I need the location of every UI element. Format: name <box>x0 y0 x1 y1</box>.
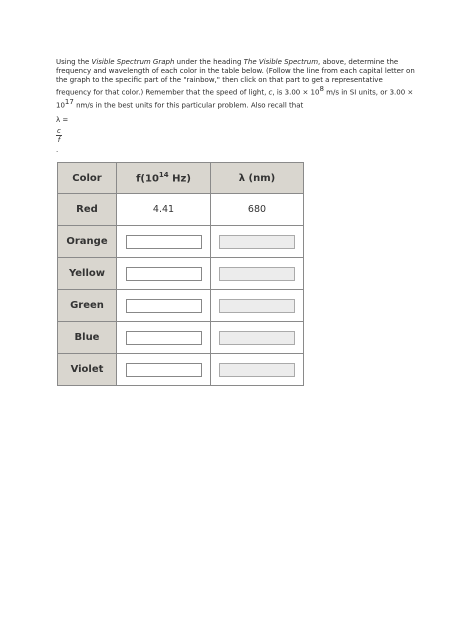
wavelength-cell-green <box>211 290 304 322</box>
wavelength-input-violet <box>219 363 295 377</box>
speed-of-light-symbol: c <box>268 88 273 97</box>
wavelength-input-yellow <box>219 267 295 281</box>
instructions-text: , above, determine the frequency and wavelength of each color in the table below. (Follow the line from each capital letter on the graph to the specific part of the "rainbow," then click on that part to get a representative frequency for that color.) Remember that the speed of light, <box>56 58 415 97</box>
graph-name-link: Visible Spectrum Graph <box>91 58 175 66</box>
frequency-input-blue[interactable] <box>126 331 202 345</box>
formula-period: . <box>56 146 59 154</box>
frequency-cell-yellow <box>117 258 211 290</box>
table-row <box>58 290 304 322</box>
formula-numerator: c <box>57 127 61 135</box>
frequency-cell-blue <box>117 322 211 354</box>
frequency-cell-green <box>117 290 211 322</box>
color-label-green: Green <box>58 290 117 322</box>
exponent: 17 <box>64 97 74 106</box>
color-label-yellow: Yellow <box>58 258 117 290</box>
header-frequency-exponent: 14 <box>158 171 169 180</box>
header-frequency-suffix: Hz) <box>168 173 191 185</box>
color-label-blue: Blue <box>58 322 117 354</box>
frequency-cell-violet <box>117 354 211 386</box>
wavelength-cell-blue <box>211 322 304 354</box>
color-label-orange: Orange <box>58 226 117 258</box>
wavelength-cell-violet <box>211 354 304 386</box>
heading-name: The Visible Spectrum <box>243 58 319 66</box>
wavelength-value-red: 680 <box>211 194 304 226</box>
spectrum-table <box>57 162 304 386</box>
table-row <box>58 226 304 258</box>
table-row <box>58 354 304 386</box>
frequency-value-red: 4.41 <box>117 194 211 226</box>
wavelength-input-blue <box>219 331 295 345</box>
wavelength-input-green <box>219 299 295 313</box>
frequency-input-violet[interactable] <box>126 363 202 377</box>
header-wavelength: λ (nm) <box>211 163 304 194</box>
color-label-violet: Violet <box>58 354 117 386</box>
frequency-input-yellow[interactable] <box>126 267 202 281</box>
formula-fraction <box>56 127 62 144</box>
instructions-paragraph <box>56 58 418 110</box>
instructions-text: Using the <box>56 58 92 66</box>
frequency-cell-orange <box>117 226 211 258</box>
formula-lhs: λ = <box>56 116 69 124</box>
header-frequency-prefix: f(10 <box>136 173 159 185</box>
formula-denominator: f <box>57 136 61 144</box>
exponent: 8 <box>319 85 324 94</box>
wavelength-cell-yellow <box>211 258 304 290</box>
instructions-text: m/s in SI units, or 3.00 × 10 <box>56 88 414 110</box>
wavelength-input-orange <box>219 235 295 249</box>
table-header-row <box>58 163 304 194</box>
table-row <box>58 322 304 354</box>
instructions-text: under the heading <box>174 58 244 66</box>
header-color: Color <box>58 163 117 194</box>
instructions-text: , is 3.00 × 10 <box>272 88 320 97</box>
color-label-red: Red <box>58 194 117 226</box>
table-row <box>58 194 304 226</box>
wavelength-cell-orange <box>211 226 304 258</box>
header-frequency <box>117 163 211 194</box>
wavelength-formula <box>56 116 68 155</box>
instructions-text: nm/s in the best units for this particular problem. Also recall that <box>73 101 304 110</box>
frequency-input-orange[interactable] <box>126 235 202 249</box>
frequency-input-green[interactable] <box>126 299 202 313</box>
table-row <box>58 258 304 290</box>
